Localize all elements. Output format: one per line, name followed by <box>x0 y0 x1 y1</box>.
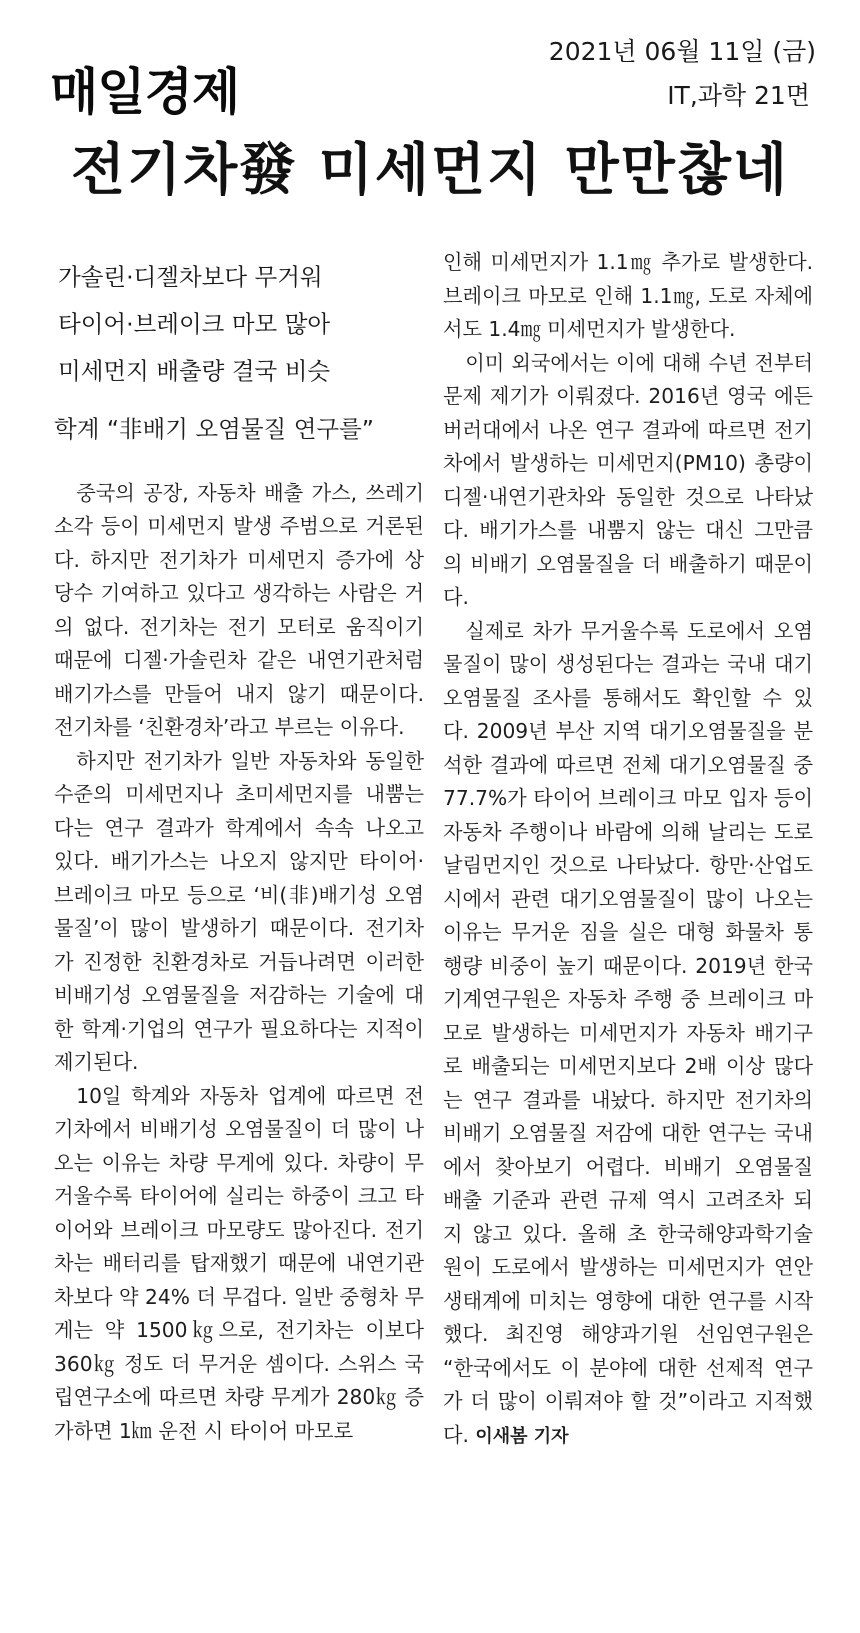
subhead-1: 가솔린·디젤차보다 무거워 <box>58 263 323 291</box>
subheads <box>58 254 424 395</box>
byline: 이새봄 기자 <box>475 1425 569 1447</box>
paragraph: 하지만 전기차가 일반 자동차와 동일한 수준의 미세먼지나 초미세먼지를 내뿜는다는 연구 결과가 학계에서 속속 나오고 있다. 배기가스는 나오지 않지만 타이어·브레이크 마모 등으로 ‘비(非)배기성 오염물질’이 많이 발생하기 때문이다. 전기차가 진정한 친환경차로 거듭나려면 이러한 비배기성 오염물질을 저감하는 기술에 대한 학계·기업의 연구가 필요하다는 지적이 제기된다. <box>54 748 424 1074</box>
secondary-subhead: 학계 “非배기 오염물질 연구를” <box>54 415 374 443</box>
paragraph: 이미 외국에서는 이에 대해 수년 전부터 문제 제기가 이뤄졌다. 2016년 영국 에든버러대에서 나온 연구 결과에 따르면 전기차에서 발생하는 미세먼지(PM10) 총량이 디젤·내연기관차와 동일한 것으로 나타났다. 배기가스를 내뿜지 않는 대신 그만큼의 비배기 오염물질을 더 배출하기 때문이다. <box>443 350 813 609</box>
right-column <box>443 246 813 1453</box>
paragraph <box>443 615 813 1454</box>
subhead-2: 타이어·브레이크 마모 많아 <box>58 310 331 338</box>
paragraph: 중국의 공장, 자동차 배출 가스, 쓰레기 소각 등이 미세먼지 발생 주범으로 거론된다. 하지만 전기차가 미세먼지 증가에 상당수 기여하고 있다고 생각하는 사람은 거의 없다. 전기차는 전기 모터로 움직이기 때문에 디젤·가솔린차 같은 내연기관처럼 배기가스를 만들어 내지 않기 때문이다. 전기차를 ‘친환경차’라고 부르는 이유다. <box>54 480 424 739</box>
section-page: IT,과학 21면 <box>667 81 810 110</box>
paragraph-continued: 인해 미세먼지가 1.1㎎ 추가로 발생한다. 브레이크 마모로 인해 1.1㎎, 도로 자체에서도 1.4㎎ 미세먼지가 발생한다. <box>443 250 813 341</box>
paragraph-text: 실제로 차가 무거울수록 도로에서 오염물질이 많이 생성된다는 결과는 국내 대기오염물질 조사를 통해서도 확인할 수 있다. 2009년 부산 지역 대기오염물질을 분석한 결과에 따르면 전체 대기오염물질 중 77.7%가 타이어 브레이크 마모 입자 등이 자동차 주행이나 바람에 의해 날리는 도로 날림먼지인 것으로 나타났다. 항만·산업도시에서 관련 대기오염물질이 많이 나오는 이유는 무거운 짐을 실은 대형 화물차 통행량 비중이 높기 때문이다. 2019년 한국기계연구원은 자동차 주행 중 브레이크 마모로 발생하는 미세먼지가 자동차 배기구로 배출되는 미세먼지보다 2배 이상 많다는 연구 결과를 내놨다. 하지만 전기차의 비배기 오염물질 저감에 대한 연구는 국내에서 찾아보기 어렵다. 비배기 오염물질 배출 기준과 관련 규제 역시 고려조차 되지 않고 있다. 올해 초 한국해양과학기술원이 도로에서 발생하는 미세먼지가 연안 생태계에 미치는 영향에 대한 연구를 시작했다. 최진영 해양과기원 선임연구원은 “한국에서도 이 분야에 대한 선제적 연구가 더 많이 이뤄져야 할 것”이라고 지적했다. <box>443 618 813 1447</box>
article-body-left <box>54 477 424 1449</box>
subhead-3: 미세먼지 배출량 결국 비슷 <box>58 357 331 385</box>
article-headline: 전기차發 미세먼지 만만찮네 <box>70 137 790 203</box>
paragraph: 10일 학계와 자동차 업계에 따르면 전기차에서 비배기성 오염물질이 더 많이 나오는 이유는 차량 무게에 있다. 차량이 무거울수록 타이어에 실리는 하중이 크고 타이어와 브레이크 마모량도 많아진다. 전기차는 배터리를 탑재했기 때문에 내연기관차보다 약 24% 더 무겁다. 일반 중형차 무게는 약 1500㎏으로, 전기차는 이보다 360㎏ 정도 더 무거운 셈이다. 스위스 국립연구소에 따르면 차량 무게가 280㎏ 증가하면 1㎞ 운전 시 타이어 마모로 <box>54 1083 424 1443</box>
left-column <box>54 248 424 1448</box>
publication-date: 2021년 06월 11일 (금) <box>548 37 816 66</box>
newspaper-masthead: 매일경제 <box>50 63 240 121</box>
